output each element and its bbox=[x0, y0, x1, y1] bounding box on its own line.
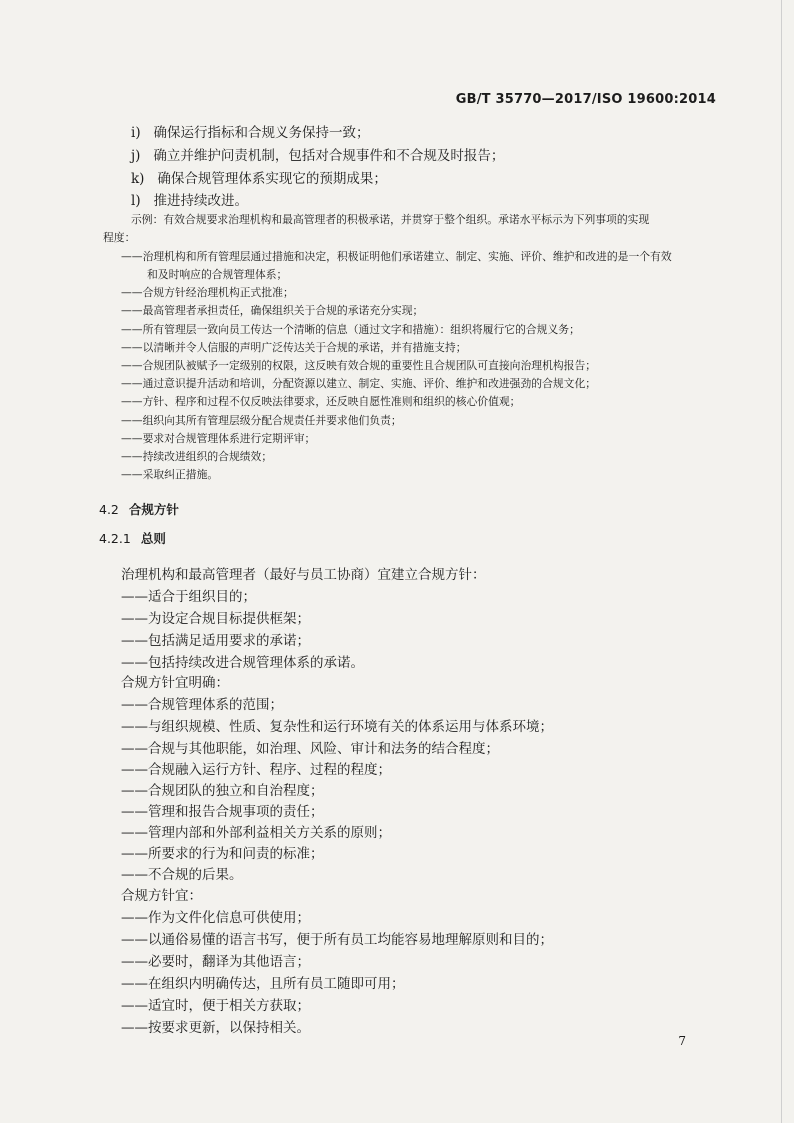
example-item: 和及时响应的合规管理体系； bbox=[147, 268, 288, 281]
body-paragraph: 合规方针宜明确： bbox=[121, 675, 229, 691]
example-item: ——组织向其所有管理层级分配合规责任并要求他们负责； bbox=[121, 414, 402, 427]
list-item: k) 确保合规管理体系实现它的预期成果； bbox=[131, 171, 387, 187]
body-item: ——管理和报告合规事项的责任； bbox=[121, 804, 324, 820]
body-item: ——合规管理体系的范围； bbox=[121, 697, 283, 713]
list-item: l) 推进持续改进。 bbox=[131, 193, 248, 209]
body-item: ——为设定合规目标提供框架； bbox=[121, 611, 310, 627]
example-item: ——通过意识提升活动和培训，分配资源以建立、制定、实施、评价、维护和改进强劲的合规文化； bbox=[121, 377, 597, 390]
page-number: 7 bbox=[678, 1034, 686, 1048]
section-heading-4-2-1: 4.2.1 总则 bbox=[99, 531, 166, 546]
list-item: i) 确保运行指标和合规义务保持一致； bbox=[131, 125, 370, 141]
body-item: ——管理内部和外部利益相关方关系的原则； bbox=[121, 825, 391, 841]
example-item: ——合规方针经治理机构正式批准； bbox=[121, 286, 294, 299]
body-item: ——在组织内明确传达，且所有员工随即可用； bbox=[121, 976, 405, 992]
body-paragraph: 治理机构和最高管理者（最好与员工协商）宜建立合规方针： bbox=[121, 567, 486, 583]
body-item: ——按要求更新，以保持相关。 bbox=[121, 1020, 310, 1036]
body-item: ——包括满足适用要求的承诺； bbox=[121, 633, 310, 649]
body-item: ——所要求的行为和问责的标准； bbox=[121, 846, 324, 862]
example-item: ——以清晰并令人信服的声明广泛传达关于合规的承诺，并有措施支持； bbox=[121, 341, 467, 354]
body-paragraph: 合规方针宜： bbox=[121, 888, 202, 904]
example-item: ——采取纠正措施。 bbox=[121, 468, 219, 481]
body-item: ——不合规的后果。 bbox=[121, 867, 243, 883]
body-item: ——以通俗易懂的语言书写，便于所有员工均能容易地理解原则和目的； bbox=[121, 932, 553, 948]
body-item: ——必要时，翻译为其他语言； bbox=[121, 954, 310, 970]
example-item: ——所有管理层一致向员工传达一个清晰的信息（通过文字和措施）：组织将履行它的合规义务； bbox=[121, 323, 580, 336]
list-item: j) 确立并维护问责机制，包括对合规事件和不合规及时报告； bbox=[131, 148, 505, 164]
example-item: ——持续改进组织的合规绩效； bbox=[121, 450, 273, 463]
body-item: ——适宜时，便于相关方获取； bbox=[121, 998, 310, 1014]
page-edge-line bbox=[781, 0, 782, 1123]
body-item: ——与组织规模、性质、复杂性和运行环境有关的体系运用与体系环境； bbox=[121, 719, 553, 735]
example-item: ——治理机构和所有管理层通过措施和决定，积极证明他们承诺建立、制定、实施、评价、维护和改进的是一个有效 bbox=[121, 250, 672, 263]
section-heading-4-2: 4.2 合规方针 bbox=[99, 502, 179, 517]
example-item: ——合规团队被赋予一定级别的权限，这反映有效合规的重要性且合规团队可直接向治理机构报告； bbox=[121, 359, 597, 372]
body-item: ——作为文件化信息可供使用； bbox=[121, 910, 310, 926]
body-item: ——合规融入运行方针、程序、过程的程度； bbox=[121, 762, 391, 778]
example-text: 示例：有效合规要求治理机构和最高管理者的积极承诺，并贯穿于整个组织。承诺水平标示为下列事项的实现 bbox=[131, 213, 650, 226]
example-item: ——方针、程序和过程不仅反映法律要求，还反映自愿性准则和组织的核心价值观； bbox=[121, 395, 521, 408]
example-text: 程度： bbox=[103, 231, 136, 244]
body-item: ——合规团队的独立和自治程度； bbox=[121, 783, 324, 799]
standard-header: GB/T 35770—2017/ISO 19600:2014 bbox=[455, 92, 716, 107]
body-item: ——合规与其他职能，如治理、风险、审计和法务的结合程度； bbox=[121, 741, 499, 757]
body-item: ——包括持续改进合规管理体系的承诺。 bbox=[121, 655, 364, 671]
example-item: ——最高管理者承担责任，确保组织关于合规的承诺充分实现； bbox=[121, 304, 424, 317]
example-item: ——要求对合规管理体系进行定期评审； bbox=[121, 432, 316, 445]
body-item: ——适合于组织目的； bbox=[121, 589, 256, 605]
